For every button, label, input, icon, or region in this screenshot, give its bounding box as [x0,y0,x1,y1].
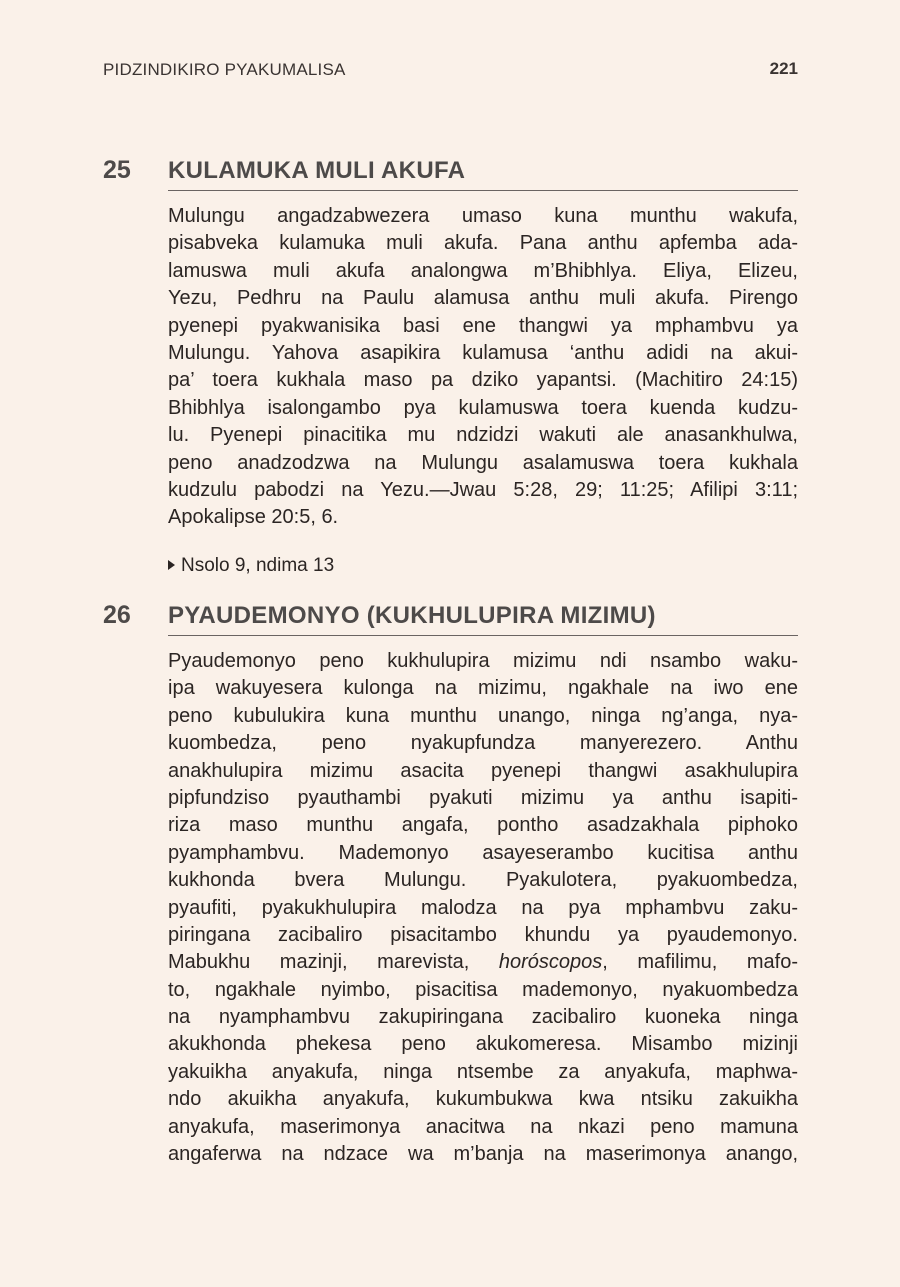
text-line: piringana zacibaliro pisacitambo khundu ya pyaudemonyo. [168,923,798,946]
text-line: kuombedza, peno nyakupfundza manyerezero. Anthu [168,732,798,755]
text-line: anyakufa, maserimonya anacitwa na nkazi peno mamuna [168,1115,798,1138]
text-line: ndo akuikha anyakufa, kukumbukwa kwa ntsiku zakuikha [168,1088,798,1111]
section-title: PYAUDEMONYO (KUKHULUPIRA MIZIMU) [168,602,656,629]
text-line: ipa wakuyesera kulonga na mizimu, ngakhale na iwo ene [168,677,798,700]
text-line: riza maso munthu angafa, pontho asadzakhala piphoko [168,814,798,837]
section-body [168,203,798,532]
text-line [168,949,798,976]
running-head: PIDZINDIKIRO PYAKUMALISA [103,60,346,79]
text-line: pipfundziso pyauthambi pyakuti mizimu ya anthu isapiti- [168,786,798,809]
text-line: lu. Pyenepi pinacitika mu ndzidzi wakuti ale anasankhulwa, [168,424,798,447]
section-number: 26 [103,601,131,629]
text-line: anakhulupira mizimu asacita pyenepi thangwi asakhulupira [168,759,798,782]
section-title: KULAMUKA MULI AKUFA [168,157,466,184]
section-rule [168,635,798,636]
reference-text: Nsolo 9, ndima 13 [181,555,335,576]
text-line: pa’ toera kukhala maso pa dziko yapantsi. (Machitiro 24:15) [168,369,798,392]
section-body [168,648,798,1168]
text-line: peno anadzodzwa na Mulungu asalamuswa toera kukhala [168,451,798,474]
text-line: Yezu, Pedhru na Paulu alamusa anthu muli akufa. Pirengo [168,287,798,310]
text-segment: , mafilimu, mafo- [602,951,799,974]
text-line: kukhonda bvera Mulungu. Pyakulotera, pyakuombedza, [168,869,798,892]
text-line: na nyamphambvu zakupiringana zacibaliro kuoneka ninga [168,1006,798,1029]
cross-reference[interactable] [168,555,334,577]
text-line: Mulungu angadzabwezera umaso kuna munthu wakufa, [168,205,798,227]
text-line: Apokalipse 20:5, 6. [168,506,339,529]
text-line: Bhibhlya isalongambo pya kulamuswa toera kuenda kudzu- [168,396,798,419]
text-line: pyamphambvu. Mademonyo asayeserambo kucitisa anthu [168,841,798,864]
text-line: kudzulu pabodzi na Yezu.—Jwau 5:28, 29; 11:25; Afilipi 3:11; [168,478,798,501]
text-segment: Mabukhu mazinji, marevista, [168,951,499,974]
text-line: yakuikha anyakufa, ninga ntsembe za anyakufa, maphwa- [168,1060,798,1083]
text-line: akukhonda phekesa peno akukomeresa. Misambo mizinji [168,1033,798,1056]
text-line: to, ngakhale nyimbo, pisacitisa mademonyo, nyakuombedza [168,978,798,1001]
text-line: lamuswa muli akufa analongwa m’Bhibhlya. Eliya, Elizeu, [168,259,798,282]
text-line: pyaufiti, pyakukhulupira malodza na pya mphambvu zaku- [168,896,798,919]
text-line: Pyaudemonyo peno kukhulupira mizimu ndi nsambo waku- [168,650,798,672]
text-line: angaferwa na ndzace wa m’banja na maserimonya anango, [168,1143,798,1166]
italic-term: horóscopos [498,951,603,974]
section-rule [168,190,798,191]
triangle-bullet-icon [168,560,175,570]
text-line: pisabveka kulamuka muli akufa. Pana anthu apfemba ada- [168,232,798,255]
text-line: pyenepi pyakwanisika basi ene thangwi ya mphambvu ya [168,314,798,337]
section-number: 25 [103,156,131,184]
text-line: Mulungu. Yahova asapikira kulamusa ‘anthu adidi na akui- [168,341,798,364]
text-line: peno kubulukira kuna munthu unango, ninga ng’anga, nya- [168,704,798,727]
page-number: 221 [769,59,798,78]
